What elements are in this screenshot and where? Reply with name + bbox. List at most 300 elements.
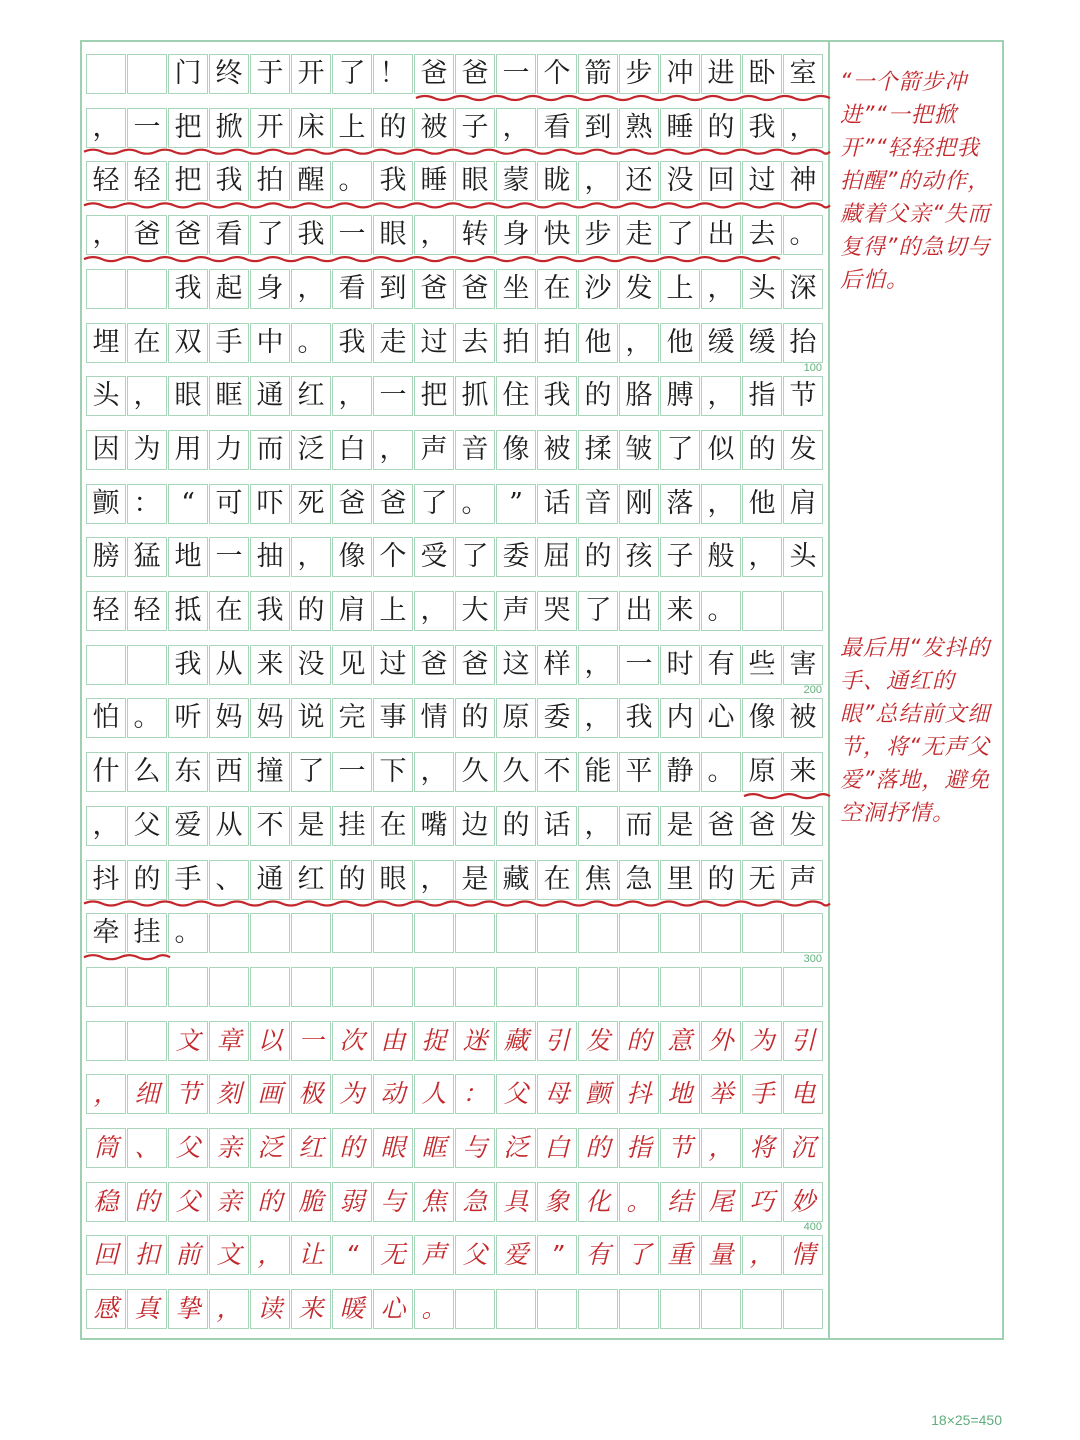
- essay-char: 眶: [421, 1133, 447, 1162]
- essay-char: 回: [707, 165, 735, 197]
- essay-char: 久: [502, 756, 530, 788]
- essay-char: ，: [379, 433, 407, 465]
- essay-char: 把: [174, 111, 202, 143]
- essay-char: 白: [338, 433, 366, 465]
- essay-char: 爸: [133, 219, 161, 251]
- essay-char: 的: [339, 1133, 365, 1162]
- essay-char: 进: [707, 58, 735, 89]
- essay-char: 的: [379, 111, 407, 143]
- essay-char: ，: [338, 380, 366, 412]
- essay-char: 节: [175, 1079, 201, 1109]
- essay-char: 床: [297, 111, 325, 143]
- essay-char: ，: [257, 1240, 283, 1270]
- essay-char: 害: [789, 648, 817, 680]
- essay-char: 西: [215, 756, 243, 788]
- essay-char: 中: [256, 326, 284, 358]
- essay-char: 眼: [380, 1133, 406, 1162]
- essay-char: ，: [708, 1133, 734, 1162]
- essay-char: 电: [790, 1079, 816, 1109]
- essay-char: ，: [420, 595, 448, 626]
- grid-cell: [127, 1021, 167, 1061]
- essay-char: 眶: [215, 380, 243, 412]
- essay-char: 了: [297, 756, 325, 788]
- essay-char: 读: [257, 1294, 283, 1324]
- essay-char: 妈: [256, 702, 284, 734]
- grid-cell: [578, 967, 618, 1007]
- essay-char: 感: [93, 1294, 119, 1324]
- essay-char: 而: [256, 433, 284, 465]
- essay-char: 子: [461, 111, 489, 143]
- essay-char: 一: [379, 380, 407, 412]
- essay-char: 由: [380, 1025, 406, 1055]
- essay-char: 于: [256, 58, 284, 89]
- essay-char: 沉: [790, 1133, 816, 1162]
- essay-char: 通: [256, 380, 284, 412]
- essay-char: 眬: [543, 165, 571, 197]
- essay-char: 妈: [215, 702, 243, 734]
- essay-char: 没: [297, 648, 325, 680]
- essay-char: 了: [626, 1240, 652, 1270]
- essay-char: 静: [666, 756, 694, 788]
- essay-char: 因: [92, 433, 120, 465]
- grid-cell: [660, 967, 700, 1007]
- essay-char: 来: [789, 756, 817, 788]
- essay-char: 么: [133, 756, 161, 788]
- essay-char: 发: [789, 809, 817, 841]
- essay-char: 子: [666, 541, 694, 573]
- essay-char: 拍: [502, 326, 530, 358]
- grid-cell: [537, 913, 577, 953]
- essay-char: 将: [749, 1133, 775, 1162]
- essay-char: 撞: [256, 756, 284, 788]
- essay-char: 筒: [93, 1133, 119, 1162]
- essay-char: ，: [584, 809, 612, 841]
- essay-char: 他: [584, 326, 612, 358]
- essay-char: 的: [338, 863, 366, 895]
- essay-char: 。: [338, 165, 366, 197]
- essay-char: 为: [339, 1079, 365, 1109]
- grid-cell: [414, 967, 454, 1007]
- grid-cell: [332, 967, 372, 1007]
- essay-char: ，: [420, 756, 448, 788]
- essay-char: 步: [625, 58, 653, 89]
- essay-char: 的: [257, 1186, 283, 1216]
- essay-char: 头: [92, 380, 120, 412]
- grid-cell: [373, 913, 413, 953]
- essay-char: 轻: [133, 165, 161, 197]
- essay-char: 没: [666, 165, 694, 197]
- grid-cell: [86, 54, 126, 94]
- essay-char: 的: [584, 541, 612, 573]
- essay-char: 妙: [790, 1186, 816, 1216]
- essay-char: ”: [550, 1240, 564, 1270]
- essay-char: 猛: [133, 541, 161, 573]
- essay-char: 室: [789, 58, 817, 89]
- essay-char: 看: [338, 272, 366, 304]
- essay-char: 刚: [625, 487, 653, 519]
- grid-cell: [250, 967, 290, 1007]
- essay-char: 外: [708, 1025, 734, 1055]
- essay-char: 心: [380, 1294, 406, 1324]
- essay-char: 前: [175, 1240, 201, 1270]
- essay-char: ，: [707, 380, 735, 412]
- essay-char: 轻: [92, 165, 120, 197]
- essay-char: 的: [502, 809, 530, 841]
- essay-char: 节: [667, 1133, 693, 1162]
- essay-char: 还: [625, 165, 653, 197]
- essay-char: 具: [503, 1186, 529, 1216]
- essay-char: ，: [297, 272, 325, 304]
- essay-char: 节: [789, 380, 817, 412]
- essay-char: 为: [749, 1025, 775, 1055]
- essay-char: 红: [298, 1133, 324, 1162]
- essay-char: 过: [748, 165, 776, 197]
- essay-char: 下: [379, 756, 407, 788]
- essay-char: 吓: [256, 487, 284, 519]
- essay-char: 眼: [461, 165, 489, 197]
- essay-char: ：: [133, 487, 161, 519]
- essay-char: 发: [585, 1025, 611, 1055]
- essay-char: 爸: [461, 648, 489, 680]
- essay-char: 怕: [92, 702, 120, 734]
- essay-char: 像: [748, 702, 776, 734]
- essay-char: 他: [748, 487, 776, 519]
- essay-char: 似: [707, 433, 735, 465]
- grid-cell: [127, 645, 167, 685]
- essay-char: 无: [380, 1240, 406, 1270]
- essay-char: 从: [215, 809, 243, 841]
- grid-cell: [742, 1289, 782, 1329]
- essay-char: 被: [543, 433, 571, 465]
- grid-cell: [250, 913, 290, 953]
- grid-cell: [496, 1289, 536, 1329]
- essay-char: 冲: [666, 58, 694, 89]
- essay-char: 引: [544, 1025, 570, 1055]
- essay-char: 到: [584, 111, 612, 143]
- essay-char: 把: [174, 165, 202, 197]
- essay-char: ，: [92, 111, 120, 143]
- grid-cell: [578, 1289, 618, 1329]
- essay-char: 东: [174, 756, 202, 788]
- essay-char: 走: [379, 326, 407, 358]
- essay-char: 爸: [420, 272, 448, 304]
- essay-char: 拍: [543, 326, 571, 358]
- grid-cell: [86, 645, 126, 685]
- manuscript-grid: [86, 46, 824, 1334]
- essay-char: 。: [626, 1186, 652, 1216]
- essay-char: 终: [215, 58, 243, 89]
- grid-cell: [701, 967, 741, 1007]
- essay-char: 转: [461, 219, 489, 251]
- essay-char: 地: [667, 1079, 693, 1109]
- essay-char: 发: [625, 272, 653, 304]
- essay-char: ，: [93, 1079, 119, 1109]
- essay-char: 出: [625, 595, 653, 626]
- essay-char: 埋: [92, 326, 120, 358]
- grid-cell: [127, 54, 167, 94]
- essay-char: 让: [298, 1240, 324, 1270]
- essay-char: 。: [789, 219, 817, 251]
- essay-char: 的: [748, 433, 776, 465]
- essay-char: 爸: [420, 648, 448, 680]
- essay-char: 像: [502, 433, 530, 465]
- essay-char: 去: [748, 219, 776, 251]
- grid-cell: [291, 967, 331, 1007]
- essay-char: 父: [133, 809, 161, 841]
- essay-char: 挂: [133, 917, 161, 949]
- essay-char: 去: [461, 326, 489, 358]
- essay-char: 醒: [297, 165, 325, 197]
- essay-char: 揉: [584, 433, 612, 465]
- essay-char: 指: [748, 380, 776, 412]
- essay-char: ，: [216, 1294, 242, 1324]
- essay-char: 的: [134, 1186, 160, 1216]
- essay-char: ，: [707, 487, 735, 519]
- essay-char: “: [345, 1240, 359, 1270]
- essay-char: 步: [584, 219, 612, 251]
- essay-char: 次: [339, 1025, 365, 1055]
- essay-char: 我: [174, 272, 202, 304]
- essay-char: 快: [543, 219, 571, 251]
- essay-char: 白: [544, 1133, 570, 1162]
- essay-char: 爸: [461, 272, 489, 304]
- essay-char: 。: [174, 917, 202, 949]
- essay-char: 藏: [503, 1025, 529, 1055]
- annotation-note-2: 最后用“发抖的手、通红的眼”总结前文细节，将“无声父爱”落地，避免空洞抒情。: [840, 636, 991, 826]
- essay-char: 些: [748, 648, 776, 680]
- essay-char: 我: [748, 111, 776, 143]
- essay-char: 膊: [666, 380, 694, 412]
- essay-char: 尾: [708, 1186, 734, 1216]
- essay-char: 了: [256, 219, 284, 251]
- essay-char: 什: [92, 756, 120, 788]
- essay-char: 一: [215, 541, 243, 573]
- grid-cell: [455, 967, 495, 1007]
- essay-char: 不: [256, 809, 284, 841]
- essay-char: 嘴: [420, 809, 448, 841]
- essay-char: 有: [707, 648, 735, 680]
- essay-char: 父: [175, 1186, 201, 1216]
- essay-char: 久: [461, 756, 489, 788]
- essay-char: 泛: [297, 433, 325, 465]
- essay-char: 被: [789, 702, 817, 734]
- essay-char: 抖: [626, 1079, 652, 1109]
- essay-char: 死: [297, 487, 325, 519]
- essay-char: 爸: [707, 809, 735, 841]
- essay-char: 红: [297, 863, 325, 895]
- essay-char: 抖: [92, 863, 120, 895]
- essay-char: 在: [543, 272, 571, 304]
- essay-char: 的: [297, 595, 325, 626]
- essay-char: ，: [133, 380, 161, 412]
- essay-char: 我: [379, 165, 407, 197]
- essay-char: 说: [297, 702, 325, 734]
- essay-char: 颤: [92, 487, 120, 519]
- grid-cell: [619, 1289, 659, 1329]
- essay-char: 而: [625, 809, 653, 841]
- essay-char: ，: [92, 809, 120, 841]
- grid-cell: [537, 1289, 577, 1329]
- essay-char: 文: [216, 1240, 242, 1270]
- essay-char: 力: [215, 433, 243, 465]
- word-count-mark: 400: [803, 1221, 822, 1234]
- essay-char: 委: [502, 541, 530, 573]
- essay-char: 蒙: [502, 165, 530, 197]
- essay-char: 皱: [625, 433, 653, 465]
- essay-char: 爸: [461, 58, 489, 89]
- essay-char: 话: [543, 809, 571, 841]
- essay-char: 声: [421, 1240, 447, 1270]
- essay-char: 双: [174, 326, 202, 358]
- essay-char: 原: [502, 702, 530, 734]
- essay-char: 眼: [174, 380, 202, 412]
- essay-char: 睡: [420, 165, 448, 197]
- essay-char: 熟: [625, 111, 653, 143]
- essay-char: 事: [379, 702, 407, 734]
- essay-char: 父: [503, 1079, 529, 1109]
- essay-char: 是: [666, 809, 694, 841]
- essay-char: 。: [421, 1294, 447, 1324]
- essay-char: 可: [215, 487, 243, 519]
- essay-char: 焦: [584, 863, 612, 895]
- grid-cell: [496, 913, 536, 953]
- essay-char: 肩: [789, 487, 817, 519]
- essay-char: 红: [297, 380, 325, 412]
- annotation-divider: [828, 40, 830, 1338]
- essay-char: 我: [297, 219, 325, 251]
- grid-cell: [619, 967, 659, 1007]
- essay-char: 无: [748, 863, 776, 895]
- essay-char: 声: [420, 433, 448, 465]
- essay-char: 来: [256, 648, 284, 680]
- essay-char: 时: [666, 648, 694, 680]
- margin-annotations: [840, 40, 1004, 1336]
- essay-char: 了: [420, 487, 448, 519]
- essay-char: 声: [789, 863, 817, 895]
- grid-cell: [496, 967, 536, 1007]
- essay-char: 上: [338, 111, 366, 143]
- essay-char: 委: [543, 702, 571, 734]
- essay-char: 了: [584, 595, 612, 626]
- essay-char: 起: [215, 272, 243, 304]
- essay-char: ：: [462, 1079, 488, 1109]
- grid-cell: [209, 913, 249, 953]
- essay-char: 以: [257, 1025, 283, 1055]
- essay-char: 不: [543, 756, 571, 788]
- grid-cell: [86, 1021, 126, 1061]
- essay-char: ，: [789, 111, 817, 143]
- essay-char: 真: [134, 1294, 160, 1324]
- essay-char: 过: [379, 648, 407, 680]
- essay-char: ，: [297, 541, 325, 573]
- composition-sheet: [80, 40, 1002, 1338]
- essay-char: 结: [667, 1186, 693, 1216]
- essay-char: 母: [544, 1079, 570, 1109]
- grid-cell: [742, 591, 782, 631]
- grid-cell: [783, 1289, 823, 1329]
- grid-cell: [455, 913, 495, 953]
- essay-char: 脆: [298, 1186, 324, 1216]
- essay-char: 沙: [584, 272, 612, 304]
- essay-char: 来: [666, 595, 694, 626]
- essay-char: 神: [789, 165, 817, 197]
- essay-char: 个: [379, 541, 407, 573]
- essay-char: 与: [462, 1133, 488, 1162]
- essay-char: 头: [748, 272, 776, 304]
- grid-cell: [86, 269, 126, 309]
- essay-char: 缓: [748, 326, 776, 358]
- essay-char: 迷: [462, 1025, 488, 1055]
- essay-char: 刻: [216, 1079, 242, 1109]
- grid-cell: [783, 913, 823, 953]
- essay-char: 、: [134, 1133, 160, 1162]
- essay-char: 拍: [256, 165, 284, 197]
- essay-char: 父: [462, 1240, 488, 1270]
- essay-char: 的: [133, 863, 161, 895]
- essay-char: 里: [666, 863, 694, 895]
- essay-char: 掀: [215, 111, 243, 143]
- essay-char: 了: [338, 58, 366, 89]
- grid-cell: [701, 913, 741, 953]
- essay-char: 指: [626, 1133, 652, 1162]
- essay-char: 在: [215, 595, 243, 626]
- essay-char: 了: [666, 219, 694, 251]
- essay-char: 有: [585, 1240, 611, 1270]
- essay-char: 巧: [749, 1186, 775, 1216]
- essay-char: 暖: [339, 1294, 365, 1324]
- essay-char: 挚: [175, 1294, 201, 1324]
- essay-char: 完: [338, 702, 366, 734]
- essay-char: 一: [338, 219, 366, 251]
- essay-char: 从: [215, 648, 243, 680]
- essay-char: 我: [256, 595, 284, 626]
- essay-char: 被: [420, 111, 448, 143]
- essay-char: 画: [257, 1079, 283, 1109]
- essay-char: 。: [707, 756, 735, 788]
- essay-char: 地: [174, 541, 202, 573]
- essay-char: ，: [92, 219, 120, 251]
- grid-cell: [742, 913, 782, 953]
- essay-char: 捉: [421, 1025, 447, 1055]
- essay-char: 急: [625, 863, 653, 895]
- essay-char: 轻: [133, 595, 161, 626]
- essay-char: 住: [502, 380, 530, 412]
- grid-count-formula: 18×25=450: [931, 1412, 1002, 1428]
- essay-char: ，: [584, 702, 612, 734]
- essay-char: 眼: [379, 863, 407, 895]
- grid-cell: [783, 591, 823, 631]
- essay-char: 爸: [338, 487, 366, 519]
- essay-char: 的: [461, 702, 489, 734]
- essay-char: 焦: [421, 1186, 447, 1216]
- essay-char: 睡: [666, 111, 694, 143]
- essay-char: 是: [297, 809, 325, 841]
- grid-cell: [414, 913, 454, 953]
- essay-char: 深: [789, 272, 817, 304]
- essay-char: 内: [666, 702, 694, 734]
- essay-char: 出: [707, 219, 735, 251]
- grid-cell: [127, 269, 167, 309]
- essay-char: 举: [708, 1079, 734, 1109]
- essay-char: 能: [584, 756, 612, 788]
- essay-char: 意: [667, 1025, 693, 1055]
- essay-char: 人: [421, 1079, 447, 1109]
- essay-char: ，: [420, 863, 448, 895]
- essay-char: 。: [133, 702, 161, 734]
- grid-cell: [373, 967, 413, 1007]
- essay-char: 、: [215, 863, 243, 895]
- essay-char: 细: [134, 1079, 160, 1109]
